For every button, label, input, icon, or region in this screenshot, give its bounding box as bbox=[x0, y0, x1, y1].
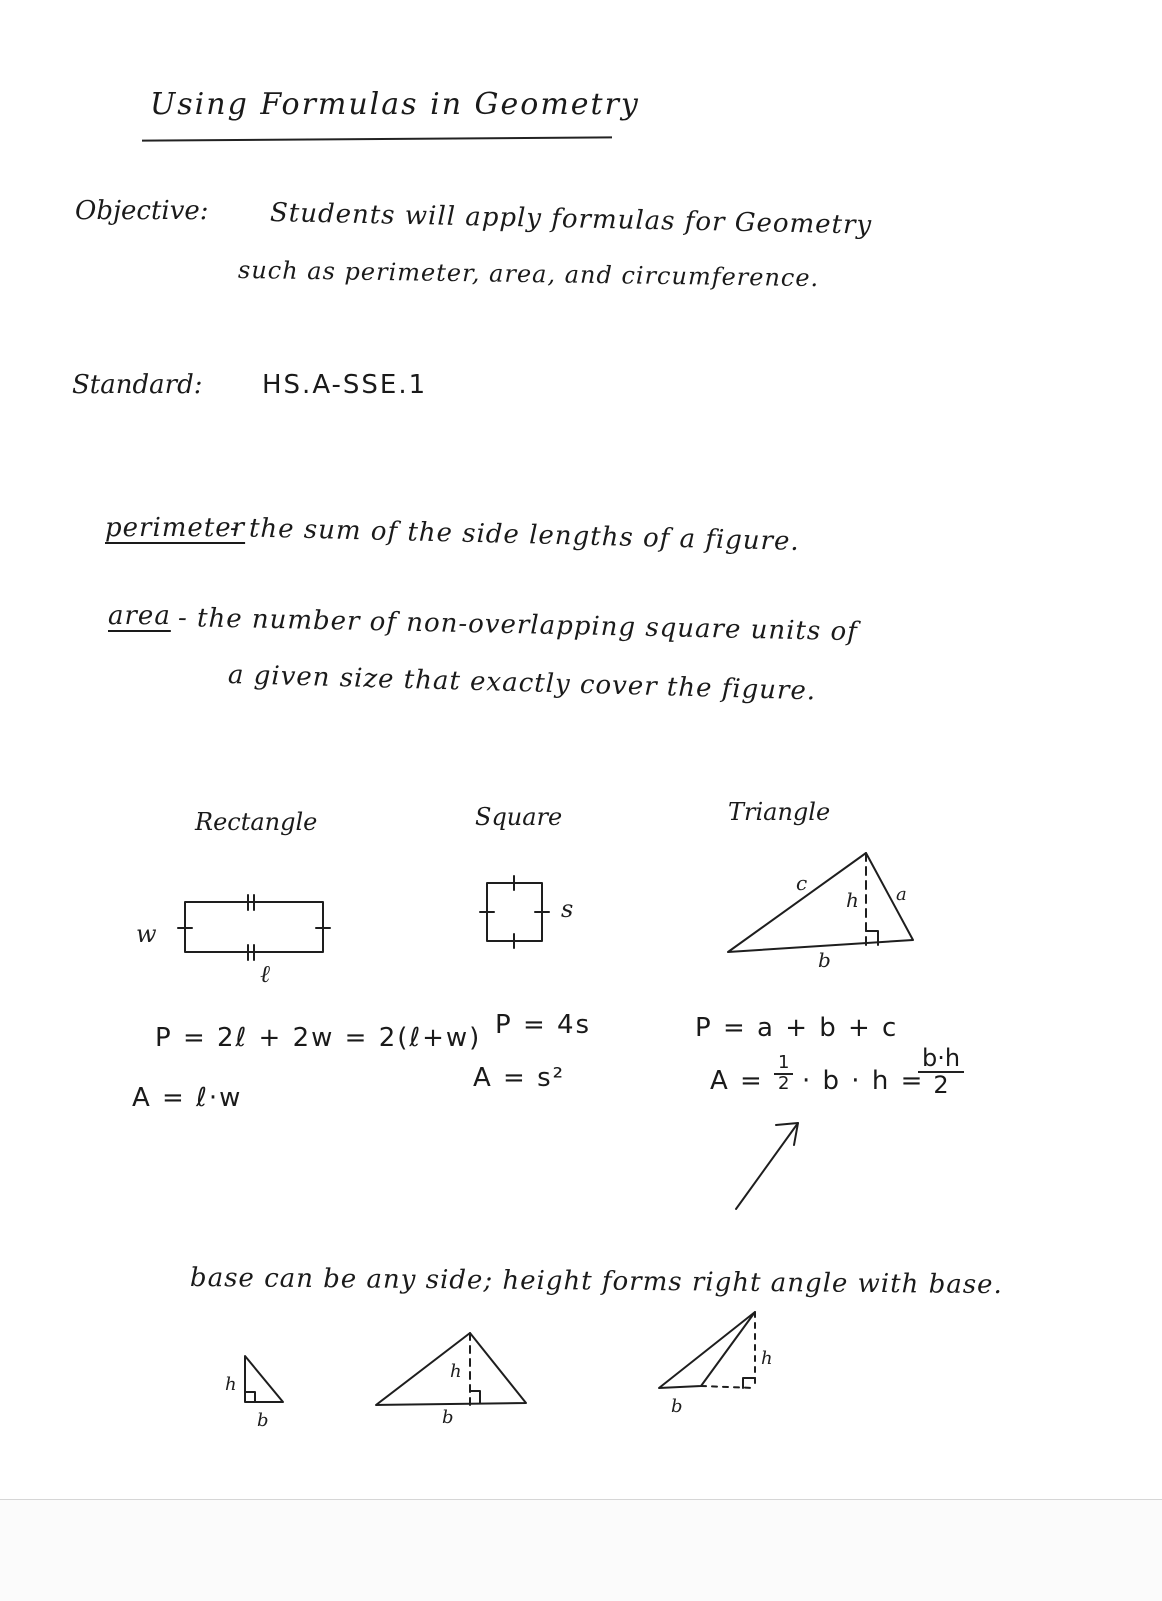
perimeter-term: perimeter bbox=[105, 513, 246, 543]
scanner-bed-edge bbox=[0, 1499, 1162, 1601]
triangle-outline bbox=[728, 853, 913, 952]
bh-denominator: 2 bbox=[933, 1071, 949, 1100]
bh-numerator: b·h bbox=[918, 1046, 964, 1073]
example-triangle-obtuse bbox=[655, 1308, 795, 1418]
perimeter-definition: - the sum of the side lengths of a figure. bbox=[229, 513, 801, 557]
triangle-side-c: c bbox=[796, 871, 808, 895]
objective-line-1: Students will apply formulas for Geometry bbox=[269, 198, 873, 241]
rectangle-area-formula: A = ℓ·w bbox=[132, 1083, 243, 1113]
bh-fraction bbox=[918, 1046, 964, 1098]
area-definition-line-2: a given size that exactly cover the figure. bbox=[227, 660, 817, 707]
triangle-heading: Triangle bbox=[728, 798, 831, 826]
example-3-base: b bbox=[671, 1396, 683, 1417]
example-triangle-acute bbox=[370, 1325, 540, 1428]
area-definition-line-1: - the number of non-overlapping square units of bbox=[177, 603, 859, 648]
triangle-perimeter-formula: P = a + b + c bbox=[695, 1013, 899, 1043]
square-area-formula: A = s² bbox=[473, 1063, 566, 1093]
half-numerator: 1 bbox=[774, 1054, 793, 1075]
example-1-base: b bbox=[257, 1410, 269, 1431]
objective-label: Objective: bbox=[75, 196, 209, 226]
triangle-side-b: b bbox=[818, 948, 831, 972]
rectangle-figure bbox=[130, 890, 350, 1000]
triangle-area-middle: · b · h = bbox=[802, 1066, 925, 1096]
base-height-note: base can be any side; height forms right angle with base. bbox=[189, 1263, 1003, 1301]
rectangle-side-l: ℓ bbox=[260, 960, 270, 988]
square-side-s: s bbox=[561, 895, 574, 923]
square-heading: Square bbox=[475, 803, 563, 831]
page-title: Using Formulas in Geometry bbox=[150, 87, 640, 122]
standard-value: HS.A-SSE.1 bbox=[262, 370, 428, 400]
triangle-side-a: a bbox=[896, 884, 907, 905]
example-triangle-right bbox=[215, 1350, 295, 1440]
example-1-height: h bbox=[225, 1374, 237, 1395]
triangle-figure bbox=[720, 845, 940, 975]
square-perimeter-formula: P = 4s bbox=[495, 1010, 592, 1040]
standard-label: Standard: bbox=[72, 370, 203, 400]
objective-line-2: such as perimeter, area, and circumference. bbox=[237, 256, 820, 293]
triangle-height-h: h bbox=[846, 888, 859, 912]
half-fraction bbox=[774, 1054, 793, 1094]
half-denominator: 2 bbox=[778, 1072, 790, 1094]
area-term: area bbox=[108, 601, 171, 631]
rectangle-heading: Rectangle bbox=[195, 808, 318, 836]
arrow-icon bbox=[730, 1115, 810, 1215]
triangle-area-prefix: A = bbox=[710, 1066, 764, 1096]
example-2-base: b bbox=[442, 1407, 454, 1428]
title-underline bbox=[142, 136, 612, 141]
example-3-height: h bbox=[761, 1348, 773, 1369]
square-outline bbox=[487, 883, 542, 941]
square-figure bbox=[475, 875, 585, 955]
example-2-height: h bbox=[450, 1361, 462, 1382]
rectangle-side-w: w bbox=[136, 920, 157, 948]
rectangle-perimeter-formula: P = 2ℓ + 2w = 2(ℓ+w) bbox=[155, 1023, 482, 1053]
